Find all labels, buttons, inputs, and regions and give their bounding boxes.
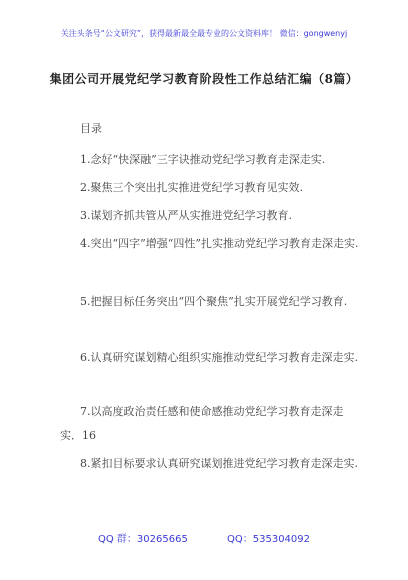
footer-qq-group: QQ 群：30265665 [97, 534, 188, 545]
header-banner: 关注头条号“公文研究”，获得最新最全最专业的公文资料库！ 微信：gongwenyj [60, 29, 348, 38]
toc-item-2[interactable]: 2.聚焦三个突出扎实推进党纪学习教育见实效. [80, 181, 303, 194]
toc-heading: 目录 [80, 122, 102, 135]
toc-item-8[interactable]: 8.紧扣目标要求认真研究谋划推进党纪学习教育走深走实. [80, 457, 358, 470]
toc-item-3[interactable]: 3.谋划齐抓共管从严从实推进党纪学习教育. [80, 209, 292, 222]
toc-item-7[interactable]: 7.以高度政治责任感和使命感推动党纪学习教育走深走实．16 [60, 405, 344, 442]
toc-item-4[interactable]: 4.突出“四字”增强“四性”扎实推动党纪学习教育走深走实. [80, 237, 359, 250]
toc-item-1[interactable]: 1.念好“快深融”三字诀推动党纪学习教育走深走实. [80, 153, 326, 166]
toc-item-5[interactable]: 5.把握目标任务突出“四个聚焦”扎实开展党纪学习教育. [80, 295, 348, 308]
document-title: 集团公司开展党纪学习教育阶段性工作总结汇编（8篇） [49, 72, 359, 86]
footer [0, 530, 408, 545]
toc-item-6[interactable]: 6.认真研究谋划精心组织实施推动党纪学习教育走深走实. [80, 351, 358, 364]
footer-qq: QQ：535304092 [227, 534, 311, 545]
